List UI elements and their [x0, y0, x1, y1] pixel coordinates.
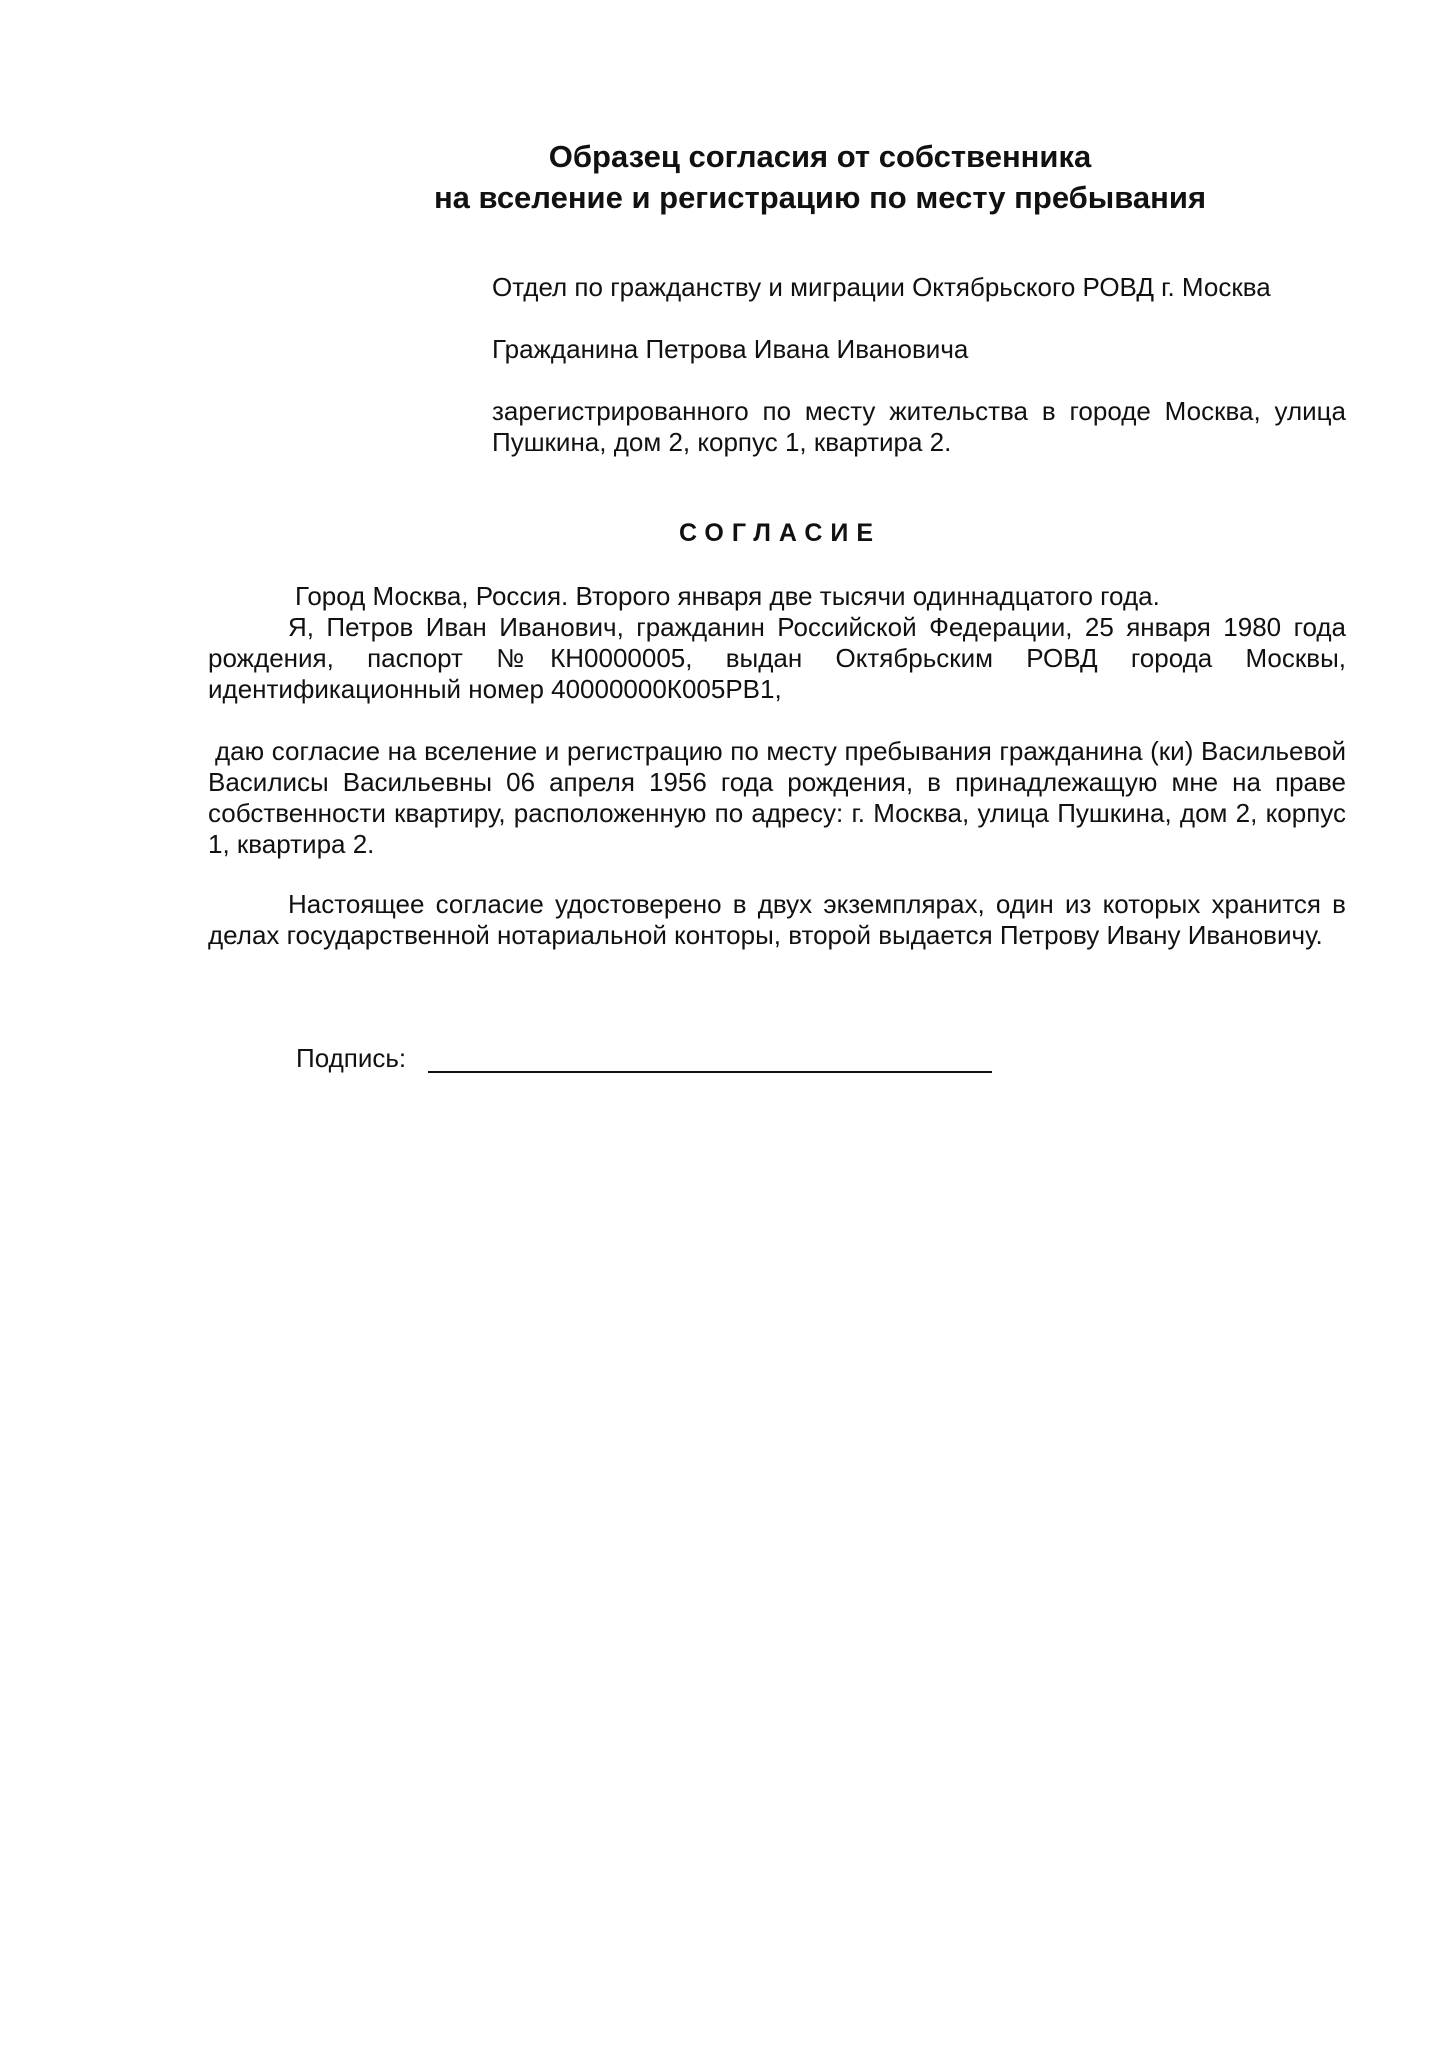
document-heading: СОГЛАСИЕ — [678, 519, 882, 547]
document-title — [220, 136, 1420, 218]
consent-paragraph: даю согласие на вселение и регистрацию по месту пребывания гражданина (ки) Васильевой Василисы Васильевны 06 апреля 1956 года рождения, в принадлежащую мне на праве собственности квартиру, расположенную по адресу: г. Москва, улица Пушкина, дом 2, корпус 1, квартира 2. — [208, 736, 1346, 859]
addressee-citizen: Гражданина Петрова Ивана Ивановича — [492, 334, 969, 364]
addressee-registration: зарегистрированного по месту жительства в городе Москва, улица Пушкина, дом 2, корпус 1, квартира 2. — [492, 396, 1346, 457]
signature-line — [428, 1071, 992, 1073]
title-line-1: Образец согласия от собственника — [548, 139, 1092, 174]
signature-label: Подпись: — [296, 1043, 407, 1073]
final-paragraph: Настоящее согласие удостоверено в двух экземплярах, один из которых хранится в делах государственной нотариальной конторы, второй выдается Петрову Ивану Ивановичу. — [208, 889, 1346, 950]
place-date-paragraph: Город Москва, Россия. Второго января две тысячи одиннадцатого года. — [295, 581, 1160, 611]
intro-paragraph: Я, Петров Иван Иванович, гражданин Российской Федерации, 25 января 1980 года рождения, паспорт №КН0000005, выдан Октябрьским РОВД города Москвы, идентификационный номер 40000000К005РВ1, — [208, 612, 1346, 704]
title-line-2: на вселение и регистрацию по месту пребывания — [433, 180, 1207, 215]
addressee-department: Отдел по гражданству и миграции Октябрьского РОВД г. Москва — [492, 272, 1271, 302]
